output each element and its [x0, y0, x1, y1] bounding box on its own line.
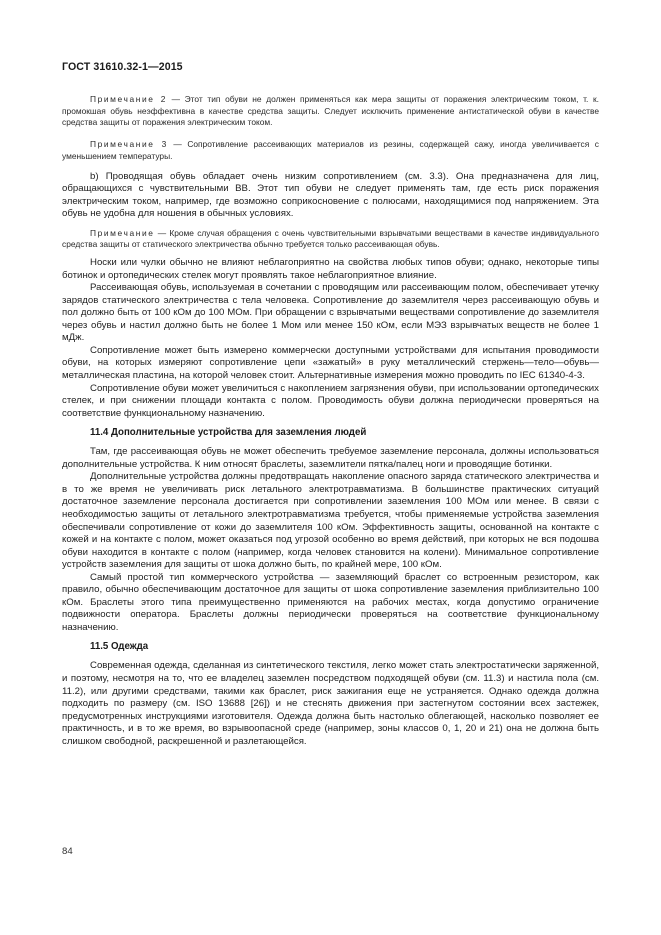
note-2 [62, 94, 599, 129]
paragraph-additional-devices: Дополнительные устройства должны предотвращать накопление опасного заряда статического электричества и в то же время не увеличивать риск летального электротравматизма. В большинстве практических ситуаций достаточное заземление персонала достигается при сопротивлении заземления 100 МОм или менее. В связи с необходимостью защиты от летального электротравматизма требуется, чтобы применяемые устройства заземления обеспечивали сопротивление от кожи до заземлителя 100 кОм. Эффективность защиты, основанной на контакте с кожей и на контакте с полом, может оказаться под угрозой особенно во время действий, при которых не вся подошва обуви находится в контакте с полом (например, когда человек становится на колени). Минимальное сопротивление устройств заземления для защиты от шока должно быть, по крайней мере, 100 кОм. [62, 471, 599, 571]
note-text: — Сопротивление рассеивающих материалов из резины, содержащей сажу, иногда увеличивается с уменьшением температуры. [62, 139, 599, 161]
paragraph-clothing: Современная одежда, сделанная из синтетического текстиля, легко может стать электростатически заряженной, и поэтому, несмотря на то, что ее владелец заземлен посредством подходящей обуви (см. 11.3) и настила пола (см. 11.2), или другими средствами, такими как браслет, риск зажигания еще не устраняется. Однако одежда должна подходить по размеру (см. ISO 13688 [26]) и не стеснять движения при застегнутом состоянии всех застежек, предусмотренных инструкциями изготовителя. Одежда должна быть настолько облегающей, насколько позволяет ее практичность, и в то же время, во взрывоопасной среде (например, зоны классов 0, 1, 20 и 21) она не должна быть слишком свободной, раскрешенной и разлетающейся. [62, 660, 599, 747]
paragraph-resistance-increase: Сопротивление обуви может увеличиться с накоплением загрязнения обуви, при использовании ортопедических стелек, и при снижении площади контакта с полом. Проводимость обуви должна периодически проверяться на соответствие функциональному назначению. [62, 382, 599, 419]
page-number: 84 [62, 846, 73, 857]
note-text: — Кроме случая обращения с очень чувствительными взрывчатыми веществами в качестве индивидуального средства защиты от статического электричества обычно требуется только рассеивающая обувь. [62, 227, 599, 250]
note-text: — Этот тип обуви не должен применяться как мера защиты от поражения электрическим током, т. к. промокшая обувь неэффективна в качестве средства защиты. Следует исключить применение антистатической обуви в качестве средства защиты от поражения электрическим током. [62, 94, 599, 128]
note-label: Примечание 2 [90, 94, 167, 104]
section-heading-11-4: 11.4 Дополнительные устройства для заземления людей [90, 427, 367, 439]
page-content [62, 94, 599, 748]
paragraph-resistance-measurement: Сопротивление может быть измерено коммерчески доступными устройствами для испытания проводимости обуви, на которых измеряют сопротивление цепи «зажатый» в руку металлический стержень—тело—обувь—металлическая пластина, на которой человек стоит. Альтернативные измерения можно проводить по IEC 61340-4-3. [62, 344, 599, 382]
note-label: Примечание [90, 227, 155, 238]
note-explosives [62, 228, 599, 251]
paragraph-dissipative-footwear: Рассеивающая обувь, используемая в сочетании с проводящим или рассеивающим полом, обеспечивает утечку зарядов статического электричества с тела человека. Сопротивление до заземлителя через рассеивающую обувь и пол должно быть от 100 кОм до 100 МОм. При обращении с взрывчатыми веществами сопротивление до заземлителя через обувь и настил должно быть не более 1 Мом или менее 150 кОм, если МЭЗ взрывчатых веществ не более 1 мДж. [62, 282, 599, 344]
paragraph-socks: Носки или чулки обычно не влияют неблагоприятно на свойства любых типов обуви; однако, некоторые типы ботинок и ортопедических стелек могут проявлять такое неблагоприятное влияние. [62, 257, 599, 281]
standard-header: ГОСТ 31610.32-1—2015 [62, 61, 183, 73]
note-3 [62, 139, 599, 162]
paragraph-conductive-footwear: b) Проводящая обувь обладает очень низким сопротивлением (см. 3.3). Она предназначена для лиц, обращающихся с чувствительными ВВ. Этот тип обуви не следует применять там, где есть риск поражения электрическим током, например, где возможно соприкосновение с полюсами, находящимися под напряжением. Эта обувь не удобна для ношения в обычных условиях. [62, 170, 599, 220]
paragraph-additional-devices-required: Там, где рассеивающая обувь не может обеспечить требуемое заземление персонала, должны использоваться дополнительные устройства. К ним относят браслеты, заземлители пятка/палец ноги и проводящие ботинки. [62, 446, 599, 470]
section-heading-11-5: 11.5 Одежда [90, 641, 149, 653]
note-label: Примечание 3 [90, 139, 168, 150]
paragraph-wrist-strap: Самый простой тип коммерческого устройства — заземляющий браслет со встроенным резистором, как правило, обычно обеспечивающим достаточное для защиты от шока сопротивление заземления приблизительно 100 кОм. Браслеты этого типа преимущественно применяются на рабочих местах, когда допустимо ограничение подвижности оператора. Браслеты должны периодически проверяться на соответствие функциональному назначению. [62, 571, 599, 633]
